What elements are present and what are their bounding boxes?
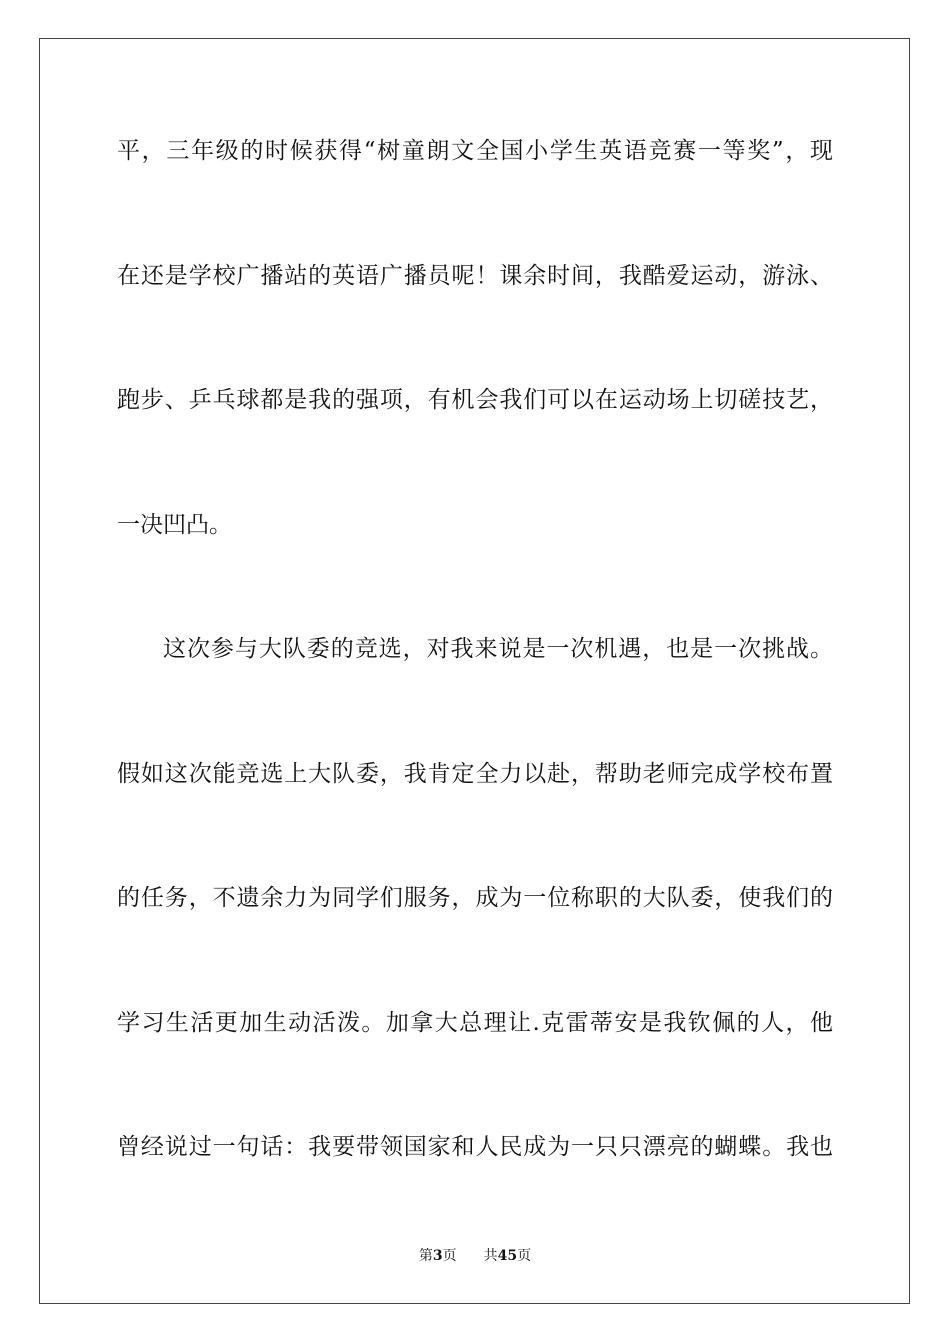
page-border <box>39 38 910 1304</box>
body-text-line: 跑步、乒乓球都是我的强项，有机会我们可以在运动场上切磋技艺， <box>117 387 833 413</box>
page-number-label: 第3页 <box>418 1248 457 1264</box>
page-footer <box>0 1246 950 1266</box>
body-text-line: 在还是学校广播站的英语广播员呢！课余时间，我酷爱运动，游泳、 <box>117 263 833 289</box>
paragraph-first-line: 这次参与大队委的竞选，对我来说是一次机遇，也是一次挑战。 <box>163 636 833 662</box>
body-text-line: 曾经说过一句话：我要带领国家和人民成为一只只漂亮的蝴蝶。我也 <box>117 1134 833 1160</box>
total-pages-label: 共45页 <box>483 1248 532 1264</box>
total-page-count: 45 <box>497 1248 518 1264</box>
body-text-line: 假如这次能竞选上大队委，我肯定全力以赴，帮助老师完成学校布置 <box>117 761 833 787</box>
body-text-line: 学习生活更加生动活泼。加拿大总理让.克雷蒂安是我钦佩的人，他 <box>117 1010 833 1036</box>
body-text-line: 的任务，不遗余力为同学们服务，成为一位称职的大队委，使我们的 <box>117 885 833 911</box>
body-text-line: 一决凹凸。 <box>117 512 232 538</box>
body-text-line: 平，三年级的时候获得“树童朗文全国小学生英语竞赛一等奖”，现 <box>117 138 833 164</box>
current-page-number: 3 <box>432 1248 443 1264</box>
